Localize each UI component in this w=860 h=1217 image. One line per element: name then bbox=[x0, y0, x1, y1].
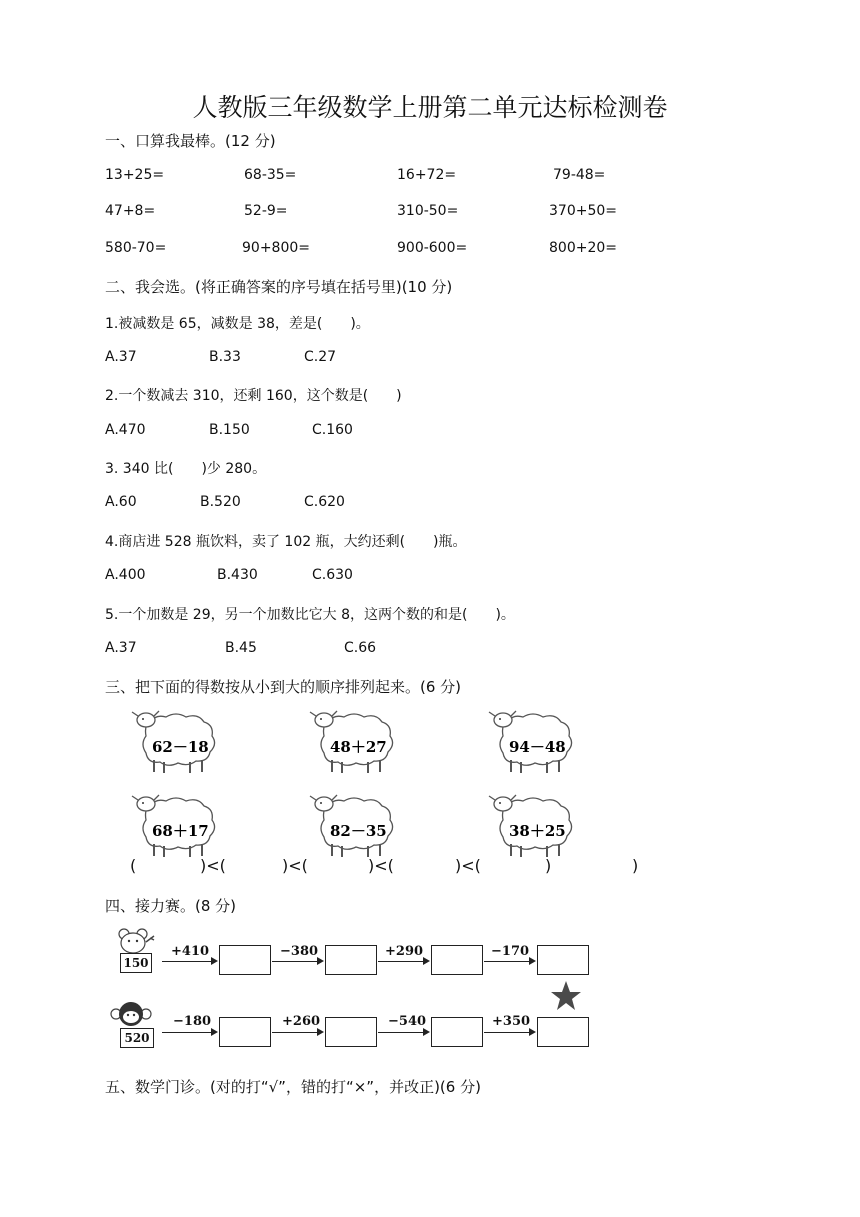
answer-box[interactable] bbox=[537, 945, 589, 975]
sheep-label: 68＋17 bbox=[152, 822, 209, 840]
arrow bbox=[162, 1032, 212, 1033]
sheep-icon bbox=[306, 792, 402, 858]
option: A.60 bbox=[105, 494, 137, 510]
order-paren: ) bbox=[545, 856, 552, 875]
operation-label: +260 bbox=[282, 1014, 321, 1029]
order-paren-close: ) bbox=[632, 856, 639, 875]
operation-label: +410 bbox=[171, 944, 210, 959]
option: C.630 bbox=[312, 567, 353, 583]
sheep-icon bbox=[128, 792, 224, 858]
option: B.33 bbox=[209, 349, 241, 365]
section2-heading: 二、我会选。(将正确答案的序号填在括号里)(10 分) bbox=[105, 278, 453, 296]
question-3: 3. 340 比( )少 280。 bbox=[105, 461, 267, 477]
option: C.27 bbox=[304, 349, 337, 365]
option: A.37 bbox=[105, 640, 137, 656]
answer-box[interactable] bbox=[431, 1017, 483, 1047]
answer-box[interactable] bbox=[219, 945, 271, 975]
sheep-icon bbox=[485, 792, 581, 858]
order-paren: )<( bbox=[282, 856, 308, 875]
calc-item: 47+8= bbox=[105, 203, 156, 219]
sheep-label: 82－35 bbox=[330, 822, 387, 840]
question-4: 4.商店进 528 瓶饮料，卖了 102 瓶，大约还剩( )瓶。 bbox=[105, 534, 467, 550]
operation-label: −380 bbox=[280, 944, 319, 959]
calc-item: 90+800= bbox=[242, 240, 310, 256]
option: A.37 bbox=[105, 349, 137, 365]
arrow bbox=[378, 961, 424, 962]
question-1: 1.被减数是 65，减数是 38，差是( )。 bbox=[105, 316, 370, 332]
operation-label: −170 bbox=[491, 944, 530, 959]
option: B.150 bbox=[209, 422, 250, 438]
calc-item: 310-50= bbox=[397, 203, 459, 219]
sheep-icon bbox=[128, 708, 224, 774]
operation-label: +350 bbox=[492, 1014, 531, 1029]
calc-item: 580-70= bbox=[105, 240, 167, 256]
answer-box[interactable] bbox=[325, 945, 377, 975]
option: B.430 bbox=[217, 567, 258, 583]
calc-item: 370+50= bbox=[549, 203, 617, 219]
arrow bbox=[484, 1032, 530, 1033]
answer-box[interactable] bbox=[431, 945, 483, 975]
option: A.400 bbox=[105, 567, 146, 583]
arrow bbox=[272, 1032, 318, 1033]
calc-item: 800+20= bbox=[549, 240, 617, 256]
option: B.520 bbox=[200, 494, 241, 510]
section4-heading: 四、接力赛。(8 分) bbox=[105, 897, 237, 915]
answer-box[interactable] bbox=[325, 1017, 377, 1047]
page-title: 人教版三年级数学上册第二单元达标检测卷 bbox=[192, 93, 668, 122]
arrow bbox=[162, 961, 212, 962]
order-paren: ( bbox=[130, 856, 137, 875]
arrow bbox=[378, 1032, 424, 1033]
order-paren: )<( bbox=[200, 856, 226, 875]
section5-heading: 五、数学门诊。(对的打“√”，错的打“×”，并改正)(6 分) bbox=[105, 1078, 481, 1096]
option: B.45 bbox=[225, 640, 257, 656]
sheep-label: 38＋25 bbox=[509, 822, 566, 840]
operation-label: −180 bbox=[173, 1014, 212, 1029]
calc-item: 52-9= bbox=[244, 203, 288, 219]
sheep-icon bbox=[306, 708, 402, 774]
start-card: 520 bbox=[120, 1028, 154, 1048]
calc-item: 79-48= bbox=[553, 167, 606, 183]
option: A.470 bbox=[105, 422, 146, 438]
question-2: 2.一个数减去 310，还剩 160，这个数是( ) bbox=[105, 388, 402, 404]
arrow bbox=[272, 961, 318, 962]
calc-item: 900-600= bbox=[397, 240, 468, 256]
order-paren: )<( bbox=[368, 856, 394, 875]
sheep-label: 94－48 bbox=[509, 738, 566, 756]
operation-label: +290 bbox=[385, 944, 424, 959]
option: C.620 bbox=[304, 494, 345, 510]
arrow-head bbox=[211, 1028, 218, 1036]
option: C.160 bbox=[312, 422, 353, 438]
calc-item: 68-35= bbox=[244, 167, 297, 183]
arrow bbox=[484, 961, 530, 962]
calc-item: 16+72= bbox=[397, 167, 457, 183]
sheep-icon bbox=[485, 708, 581, 774]
arrow-head bbox=[317, 957, 324, 965]
arrow-head bbox=[423, 957, 430, 965]
sheep-label: 48＋27 bbox=[330, 738, 387, 756]
arrow-head bbox=[423, 1028, 430, 1036]
option: C.66 bbox=[344, 640, 377, 656]
order-paren: )<( bbox=[455, 856, 481, 875]
question-5: 5.一个加数是 29，另一个加数比它大 8，这两个数的和是( )。 bbox=[105, 607, 515, 623]
arrow-head bbox=[529, 1028, 536, 1036]
operation-label: −540 bbox=[388, 1014, 427, 1029]
star-icon bbox=[550, 980, 582, 1012]
calc-item: 13+25= bbox=[105, 167, 165, 183]
answer-box[interactable] bbox=[219, 1017, 271, 1047]
section1-heading: 一、口算我最棒。(12 分) bbox=[105, 132, 276, 150]
start-card: 150 bbox=[120, 953, 152, 973]
sheep-label: 62－18 bbox=[152, 738, 209, 756]
arrow-head bbox=[317, 1028, 324, 1036]
arrow-head bbox=[529, 957, 536, 965]
section3-heading: 三、把下面的得数按从小到大的顺序排列起来。(6 分) bbox=[105, 678, 462, 696]
arrow-head bbox=[211, 957, 218, 965]
answer-box[interactable] bbox=[537, 1017, 589, 1047]
